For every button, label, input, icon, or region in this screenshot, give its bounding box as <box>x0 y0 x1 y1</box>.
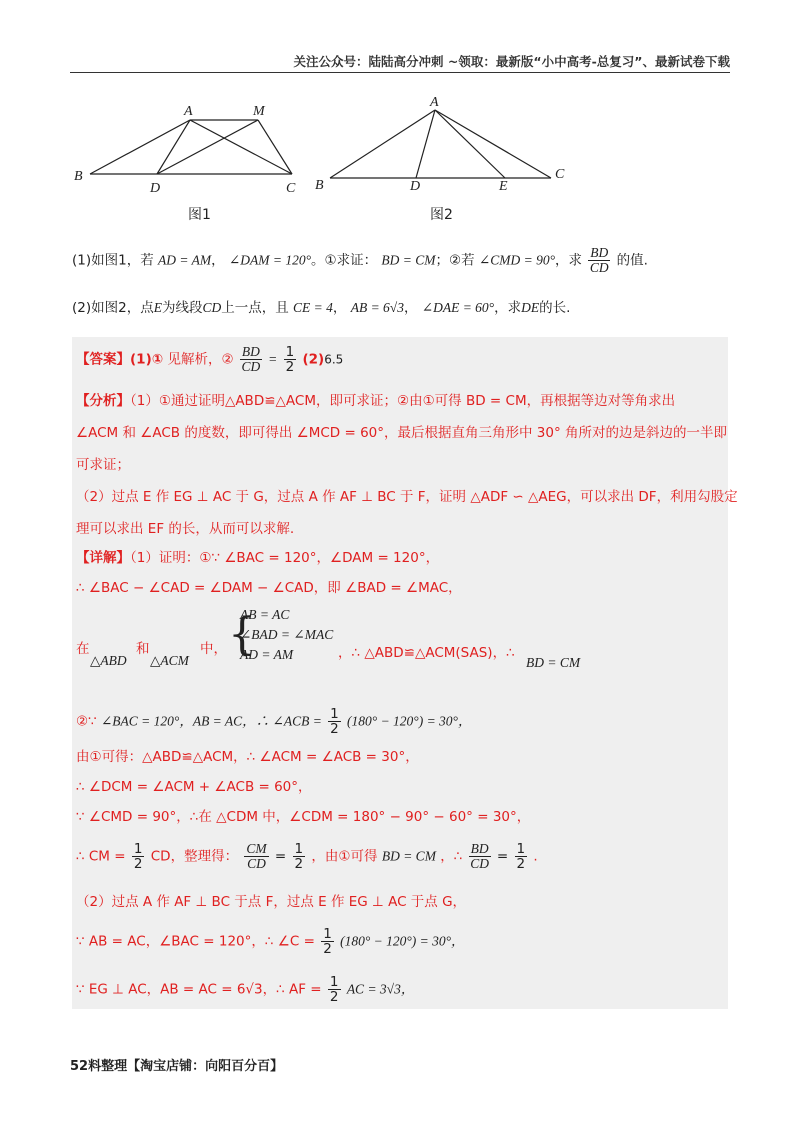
detail-line-10: ∵ AB = AC，∠BAC = 120°，∴ ∠C = $\frac{1}{2}$ (180° − 120°) = 30°， <box>76 926 465 958</box>
label-B: B <box>315 178 324 192</box>
answer-line: 【答案】(1)① 见解析，② $\frac{BD}{CD}$ = $\frac{1}{2}$ (2)6.5 <box>76 344 344 376</box>
label-D: D <box>410 179 421 192</box>
analysis-line-3: 可求证； <box>76 457 130 473</box>
figure-1-caption: 图1 <box>188 207 211 223</box>
analysis-line-4: （2）过点 E 作 EG ⊥ AC 于 G，过点 A 作 AF ⊥ BC 于 F，证明 △ADF ∽ △AEG，可以求出 DF，利用勾股定 <box>76 489 738 505</box>
detail-line-11: ∵ EG ⊥ AC，AB = AC = 6√3，∴ AF = $\frac{1}{2}$ AC = 3√3， <box>76 974 415 1006</box>
detail-line-3: 在 △ABD 和 △ACM 中， { AB = AC ∠BAD = ∠MAC AD = AM ，∴ △ABD≌△ACM(SAS)，∴ BD = CM <box>76 607 581 670</box>
figures <box>70 92 730 227</box>
label-E: E <box>499 179 508 192</box>
analysis-line-1: 【分析】（1）①通过证明△ABD≌△ACM，即可求证；②由①可得 BD = CM，再根据等边对等角求出 <box>76 393 676 409</box>
figure-1 <box>70 102 330 202</box>
page-footer: 52料整理【淘宝店铺：向阳百分百】 <box>70 1059 284 1074</box>
detail-line-7: ∵ ∠CMD = 90°，∴在 △CDM 中，∠CDM = 180° − 90° − 60° = 30°， <box>76 809 531 825</box>
label-C: C <box>286 181 296 196</box>
label-A: A <box>184 104 193 119</box>
detail-line-5: 由①可得：△ABD≌△ACM，∴ ∠ACM = ∠ACB = 30°， <box>76 749 419 765</box>
detail-line-8: ∴ CM = $\frac{1}{2}$ CD，整理得： $\frac{CM}{CD}$ = $\frac{1}{2}$ ，由①可得 BD = CM ，∴ $\frac{BD}{CD}$ = $\frac{1}{2}$ . <box>76 841 538 873</box>
detail-line-1: 【详解】（1）证明：①∵ ∠BAC = 120°，∠DAM = 120°， <box>76 550 440 566</box>
detail-line-2: ∴ ∠BAC − ∠CAD = ∠DAM − ∠CAD，即 ∠BAD = ∠MAC， <box>76 580 462 596</box>
header-rule <box>70 72 730 73</box>
figure-2 <box>315 92 615 192</box>
page-header: 关注公众号：陆陆高分冲刺 ~领取：最新版“小中高考-总复习”、最新试卷下载 <box>293 54 730 69</box>
analysis-line-5: 理可以求出 EF 的长，从而可以求解. <box>76 521 295 537</box>
detail-line-6: ∴ ∠DCM = ∠ACM + ∠ACB = 60°， <box>76 779 312 795</box>
label-C: C <box>555 167 565 182</box>
figure-2-caption: 图2 <box>430 207 453 223</box>
label-B: B <box>74 169 83 184</box>
label-M: M <box>253 104 265 119</box>
question-2: (2)如图2，点E为线段CD上一点，且 CE = 4， AB = 6√3， ∠DAE = 60°，求DE的长. <box>72 300 571 316</box>
question-1: (1)如图1，若 AD = AM， ∠DAM = 120°。①求证： BD = CM；②若 ∠CMD = 90°，求 $\frac{BD}{CD}$ 的值. <box>72 245 648 276</box>
label-D: D <box>150 181 161 196</box>
detail-line-4: ②∵ ∠BAC = 120°，AB = AC，∴ ∠ACB = $\frac{1}{2}$ (180° − 120°) = 30°， <box>76 706 472 738</box>
detail-line-9: （2）过点 A 作 AF ⊥ BC 于点 F，过点 E 作 EG ⊥ AC 于点 G， <box>76 894 467 910</box>
label-A: A <box>430 95 439 110</box>
analysis-line-2: ∠ACM 和 ∠ACB 的度数，即可得出 ∠MCD = 60°，最后根据直角三角形中 30° 角所对的边是斜边的一半即 <box>76 425 728 441</box>
solution-box <box>72 337 738 1009</box>
